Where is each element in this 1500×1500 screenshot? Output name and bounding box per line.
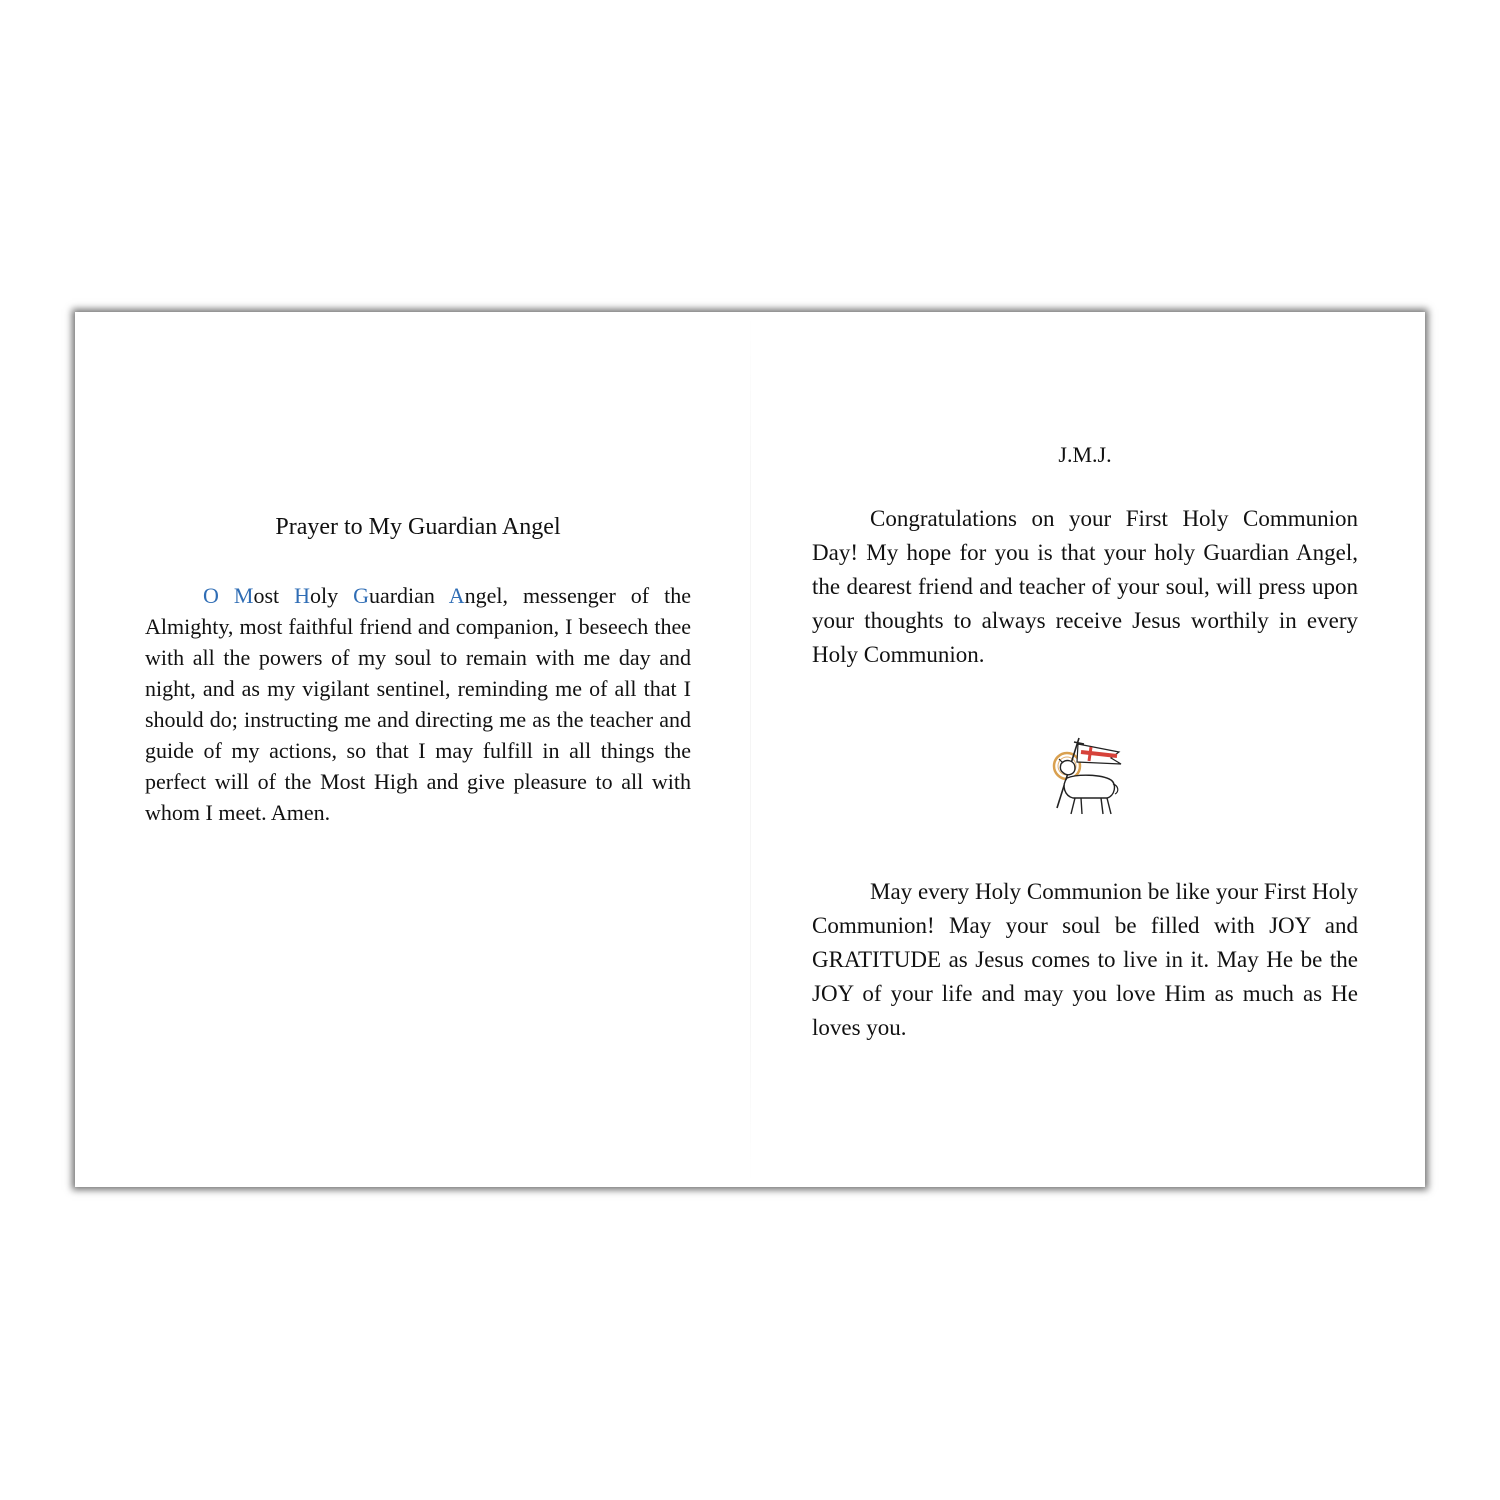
lamb-of-god-icon bbox=[1037, 730, 1133, 826]
card-fold bbox=[750, 312, 751, 1187]
prayer-segment: ngel, messenger of the Almighty, most faithful friend and companion, I beseech thee with all the powers of my soul to remain with me day and night, and as my vigilant sentinel, reminding me of all that I should do; instructing me and directing me as the teacher and guide of my actions, so that I may fulfill in all things the perfect will of the Most High and give pleasure to all with whom I meet. Amen. bbox=[145, 583, 691, 825]
prayer-initial: M bbox=[233, 583, 254, 608]
jmj-heading: J.M.J. bbox=[1058, 442, 1112, 467]
blessing-paragraph: May every Holy Communion be like your First Holy Communion! May your soul be filled with JOY and GRATITUDE as Jesus comes to live in it. May He be the JOY of your life and may you love Him as much as He loves you. bbox=[812, 879, 1358, 1040]
prayer-initial: G bbox=[353, 583, 369, 608]
greeting-card bbox=[75, 312, 1425, 1187]
prayer-segment: oly bbox=[309, 583, 354, 608]
prayer-segment: uardian bbox=[368, 583, 449, 608]
prayer-initial: A bbox=[448, 583, 465, 608]
prayer-text bbox=[145, 580, 691, 828]
prayer-initial: O bbox=[203, 583, 219, 608]
prayer-segment: ost bbox=[253, 583, 295, 608]
prayer-segment bbox=[219, 583, 234, 608]
prayer-initial: H bbox=[294, 583, 310, 608]
congratulations-paragraph: Congratulations on your First Holy Communion Day! My hope for you is that your holy Guardian Angel, the dearest friend and teacher of your soul, will press upon your thoughts to always receive Jesus worthily in every Holy Communion. bbox=[812, 506, 1358, 667]
prayer-title: Prayer to My Guardian Angel bbox=[275, 514, 561, 540]
